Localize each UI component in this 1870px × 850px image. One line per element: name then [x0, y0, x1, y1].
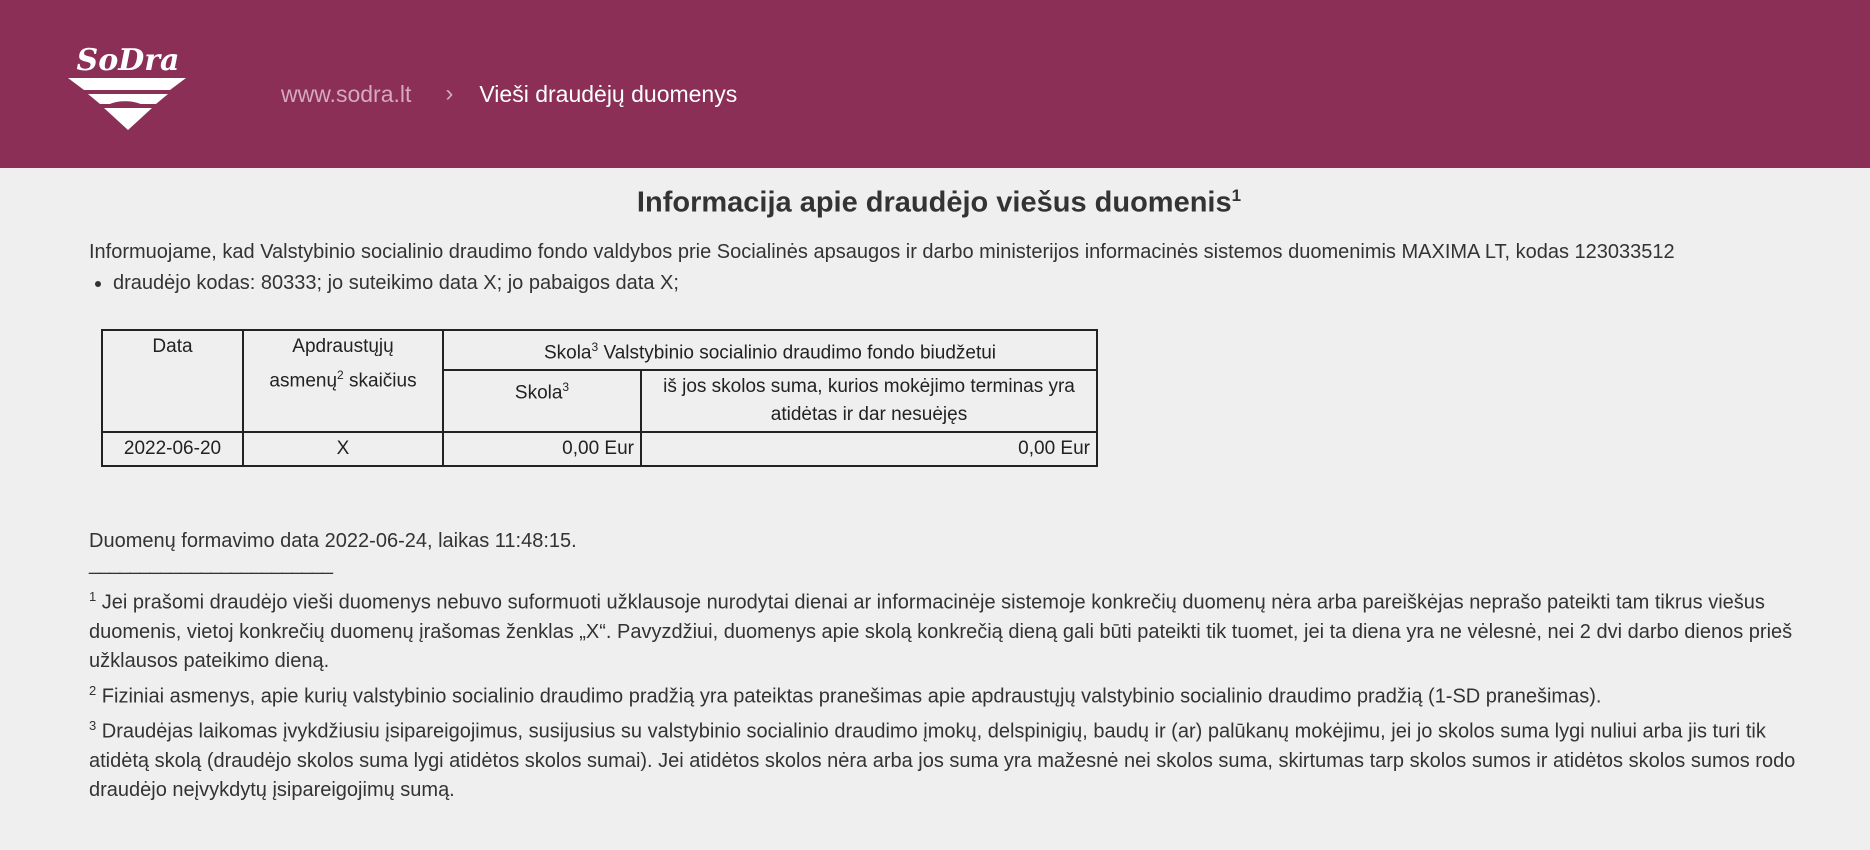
footnotes	[89, 582, 1809, 805]
sodra-logo[interactable]	[66, 46, 190, 130]
footnote-1: $^1$ Jei prašomi draudėjo vieši duomenys nebuvo suformuoti užklausoje nurodytai dienai ar informacinėje sistemoje konkrečių duomenų nėra arba pareiškėjas neprašo pateikti tam tikrus viešus duomenis, vietoj konkrečių duomenų įrašomas ženklas „X“. Pavyzdžiui, duomenys apie skolą konkrečią dieną gali būti pateikti tik tuomet, jei ta diena yra ne vėlesnė, nei 2 dvi darbo dienos prieš užklausos pateikimo dieną.	[89, 588, 1793, 672]
col-header-date: Data	[102, 330, 243, 432]
cell-date: 2022-06-20	[102, 432, 243, 466]
breadcrumb	[281, 80, 737, 108]
col-header-insured: Apdraustųjų asmenų$^2$ skaičius	[243, 330, 443, 432]
title-footnote-mark: 1	[1231, 186, 1242, 205]
col-header-debt: Skola$^3$	[443, 370, 641, 432]
col-header-deferred: iš jos skolos suma, kurios mokėjimo terminas yra atidėtas ir dar nesuėjęs	[641, 370, 1097, 432]
footnote-divider: ________________________	[89, 552, 332, 575]
main-content	[0, 168, 1809, 805]
debt-table	[101, 329, 1098, 467]
breadcrumb-current: Vieši draudėjų duomenys	[479, 80, 738, 107]
list-item: • draudėjo kodas: 80333; jo suteikimo data X; jo pabaigos data X;	[113, 269, 1809, 298]
table-row	[102, 432, 1097, 466]
details-list	[89, 269, 1809, 298]
cell-debt: 0,00 Eur	[443, 432, 641, 466]
breadcrumb-home-link[interactable]: www.sodra.lt	[281, 80, 412, 107]
breadcrumb-separator-icon: ›	[445, 80, 454, 107]
cell-deferred: 0,00 Eur	[641, 432, 1097, 466]
cell-insured: X	[243, 432, 443, 466]
footnote-3: $^3$ Draudėjas laikomas įvykdžiusiu įsipareigojimus, susijusius su valstybinio socialinio draudimo įmokų, delspinigių, baudų ir (ar) palūkanų mokėjimu, jei jo skolos suma lygi nuliui arba jis turi tik atidėtą skolą (draudėjo skolos suma lygi atidėtos skolos sumai). Jei atidėtos skolos nėra arba jos suma yra mažesnė nei skolos suma, skirtumas tarp skolos sumos ir atidėtos skolos sumos rodo draudėjo neįvykdytų įsipareigojimų sumą.	[89, 718, 1796, 801]
footnote-2: $^2$ Fiziniai asmenys, apie kurių valstybinio socialinio draudimo pradžią yra pateiktas pranešimas apie apdraustųjų valstybinio socialinio draudimo pradžią (1-SD pranešimas).	[89, 682, 1602, 708]
formation-date: Duomenų formavimo data 2022-06-24, laikas 11:48:15.	[89, 529, 577, 552]
svg-text:SoDra: SoDra	[76, 46, 180, 78]
site-header	[0, 0, 1870, 168]
page-title: Informacija apie draudėjo viešus duomenis$^1$	[636, 186, 1242, 219]
col-header-group-debt: Skola$^3$ Valstybinio socialinio draudimo fondo biudžetui	[443, 330, 1097, 370]
intro-text: Informuojame, kad Valstybinio socialinio draudimo fondo valdybos prie Socialinės apsaugos ir darbo ministerijos informacinės sistemos duomenimis MAXIMA LT, kodas 123033512	[89, 240, 1675, 263]
